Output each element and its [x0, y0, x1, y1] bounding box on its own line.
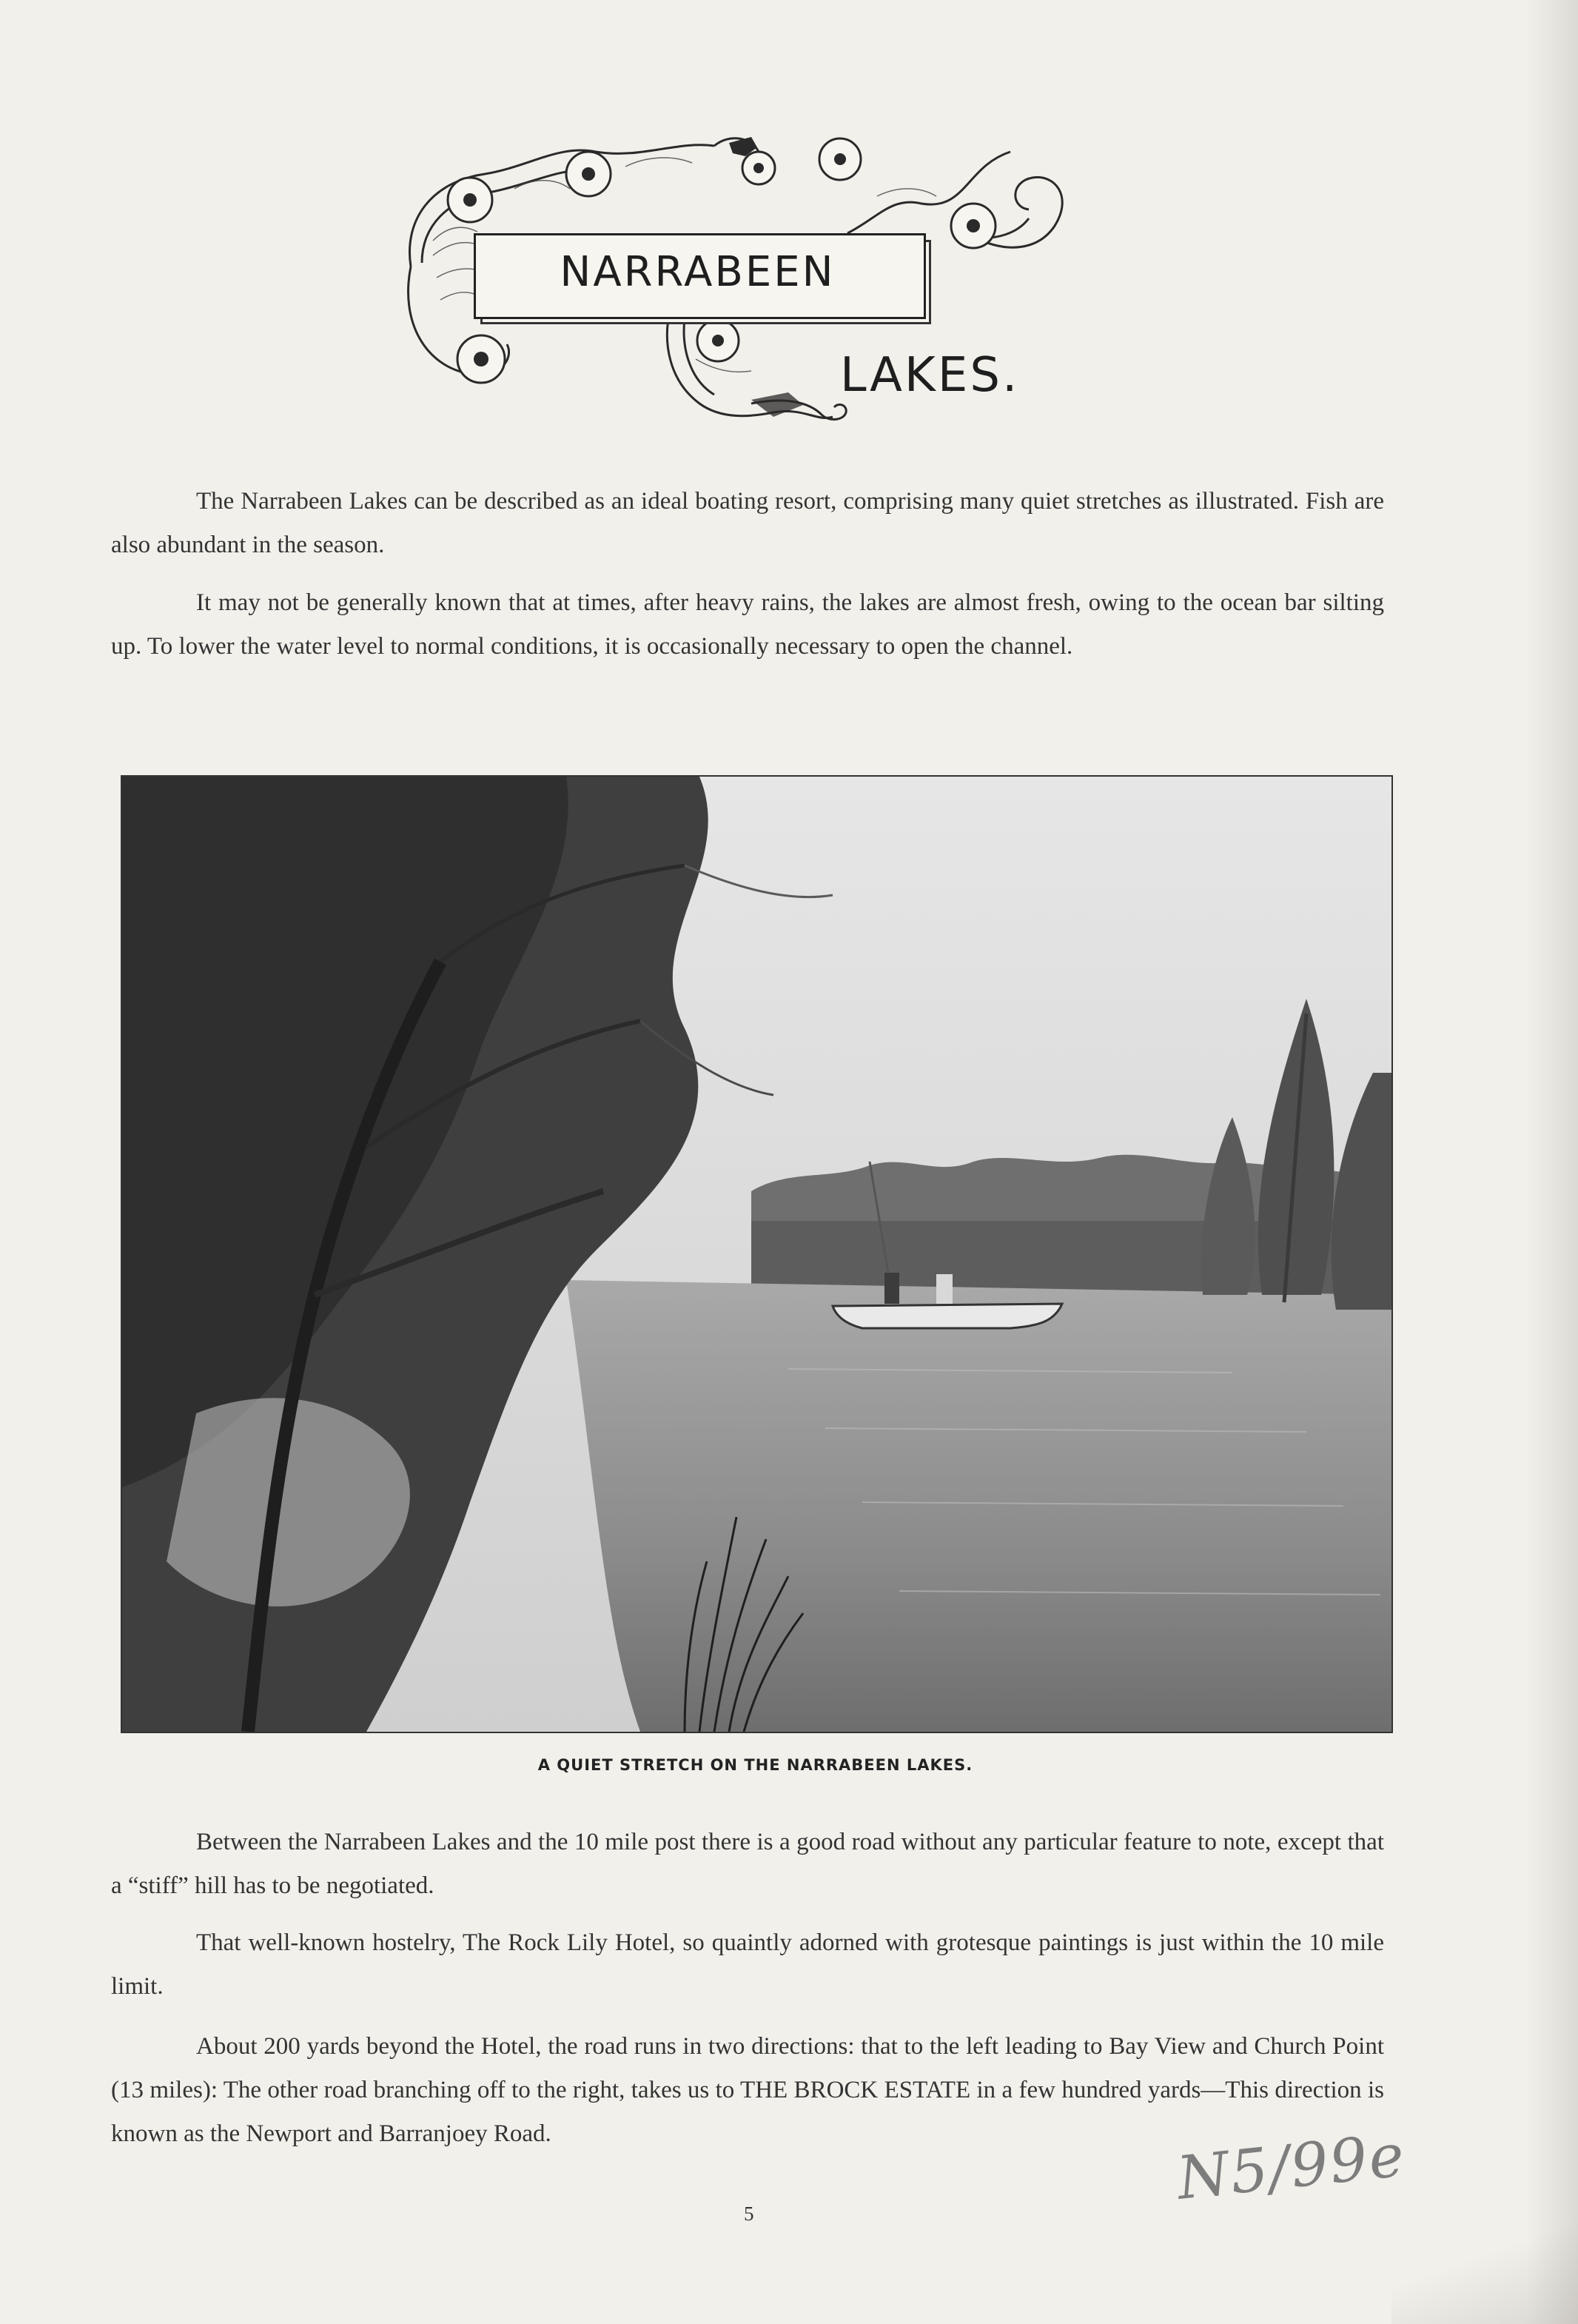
page-subtitle: LAKES.: [840, 348, 1020, 403]
handwritten-catalogue-note: N5/99e: [1173, 2120, 1409, 2213]
photo-caption: A QUIET STRETCH ON THE NARRABEEN LAKES.: [537, 1756, 973, 1774]
body-paragraph-3: About 200 yards beyond the Hotel, the road runs in two directions: that to the left leading to Bay View and Church Point (13 miles): The other road branching off to the right, takes us to THE BROCK ESTATE in a few hundred yards—This direction is known as the Newport and Barranjoey Road.: [111, 2033, 1384, 2147]
lake-scene-illustration: [122, 777, 1391, 1732]
page-crease: [1391, 2217, 1578, 2324]
body-paragraph-1: Between the Narrabeen Lakes and the 10 mile post there is a good road without any particular feature to note, except that a “stiff” hill has to be negotiated.: [111, 1829, 1384, 1899]
intro-paragraph-1: The Narrabeen Lakes can be described as an ideal boating resort, comprising many quiet stretches as illustrated. Fish are also abundant in the season.: [111, 488, 1384, 558]
page-number: 5: [744, 2203, 754, 2225]
page-edge-shading: [1526, 0, 1578, 2324]
lake-photograph: [121, 775, 1393, 1733]
body-paragraph-2: That well-known hostelry, The Rock Lily Hotel, so quaintly adorned with grotesque paintings is just within the 10 mile limit.: [111, 1929, 1384, 2000]
intro-paragraph-2: It may not be generally known that at times, after heavy rains, the lakes are almost fresh, owing to the ocean bar silting up. To lower the water level to normal conditions, it is occasionally necessary to open the channel.: [111, 589, 1384, 660]
page-title: NARRABEEN: [560, 248, 836, 296]
